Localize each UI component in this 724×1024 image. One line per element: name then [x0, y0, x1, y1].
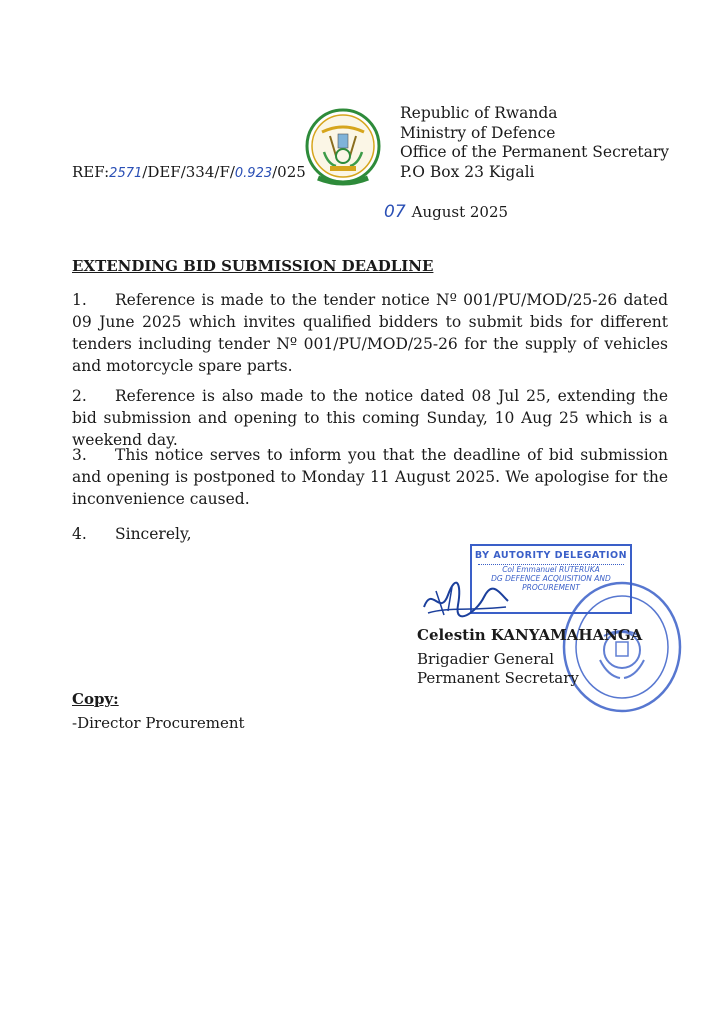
reference-prefix: REF:: [72, 163, 110, 181]
address-line-pobox: P.O Box 23 Kigali: [400, 162, 535, 181]
date-month-year: August 2025: [411, 203, 509, 221]
paragraph-number: 2.: [72, 387, 87, 405]
address-line-country: Republic of Rwanda: [400, 104, 558, 122]
national-emblem: [300, 106, 386, 190]
reference-number: [72, 163, 306, 181]
stamp-heading: BY AUTORITY DELEGATION: [474, 550, 628, 561]
letter-subject: EXTENDING BID SUBMISSION DEADLINE: [72, 257, 434, 275]
letter-date: [384, 202, 508, 222]
paragraph-text: This notice serves to inform you that the deadline of bid submission and opening is postponed to Monday 11 August 2025. We apologise for the inconvenience caused.: [72, 446, 668, 508]
address-line-ministry: Ministry of Defence: [400, 123, 556, 142]
stamp-line: DG DEFENCE ACQUISITION AND: [491, 574, 611, 583]
signatory-rank: Brigadier General: [417, 650, 555, 668]
reference-handwritten-number: 2571: [109, 166, 143, 181]
paragraph-text: Reference is made to the tender notice Nº 001/PU/MOD/25-26 dated 09 June 2025 which invites qualified bidders to submit bids for different tenders including tender Nº 001/PU/MOD/25-26 for the supply of vehicles and motorcycle spare parts.: [72, 291, 668, 375]
reference-suffix: /025: [272, 163, 306, 181]
paragraph-4: [72, 523, 668, 545]
copy-heading: Copy:: [72, 690, 119, 708]
paragraph-1: [72, 289, 668, 377]
stamp-line: PROCUREMENT: [522, 583, 580, 592]
paragraph-number: 3.: [72, 446, 87, 464]
date-handwritten-day: 07: [384, 202, 406, 222]
paragraph-number: 1.: [72, 291, 87, 309]
paragraph-number: 4.: [72, 525, 87, 543]
copy-recipient: -Director Procurement: [72, 714, 245, 732]
signatory-name: Celestin KANYAMAHANGA: [417, 626, 643, 644]
stamp-line: Col Emmanuel RUTERUKA: [502, 565, 600, 574]
paragraph-text: Reference is also made to the notice dated 08 Jul 25, extending the bid submission and opening to this coming Sunday, 10 Aug 25 which is a weekend day.: [72, 387, 668, 449]
paragraph-2: [72, 385, 668, 451]
reference-handwritten-serial: 0.923: [234, 166, 273, 181]
reference-middle: /DEF/334/F/: [142, 163, 235, 181]
official-round-stamp: [560, 580, 684, 714]
paragraph-text: Sincerely,: [115, 525, 192, 543]
paragraph-3: [72, 444, 668, 510]
signatory-title: Permanent Secretary: [417, 669, 579, 687]
letterhead-address: [400, 104, 669, 182]
address-line-office: Office of the Permanent Secretary: [400, 143, 670, 161]
handwritten-signature: [418, 577, 514, 621]
